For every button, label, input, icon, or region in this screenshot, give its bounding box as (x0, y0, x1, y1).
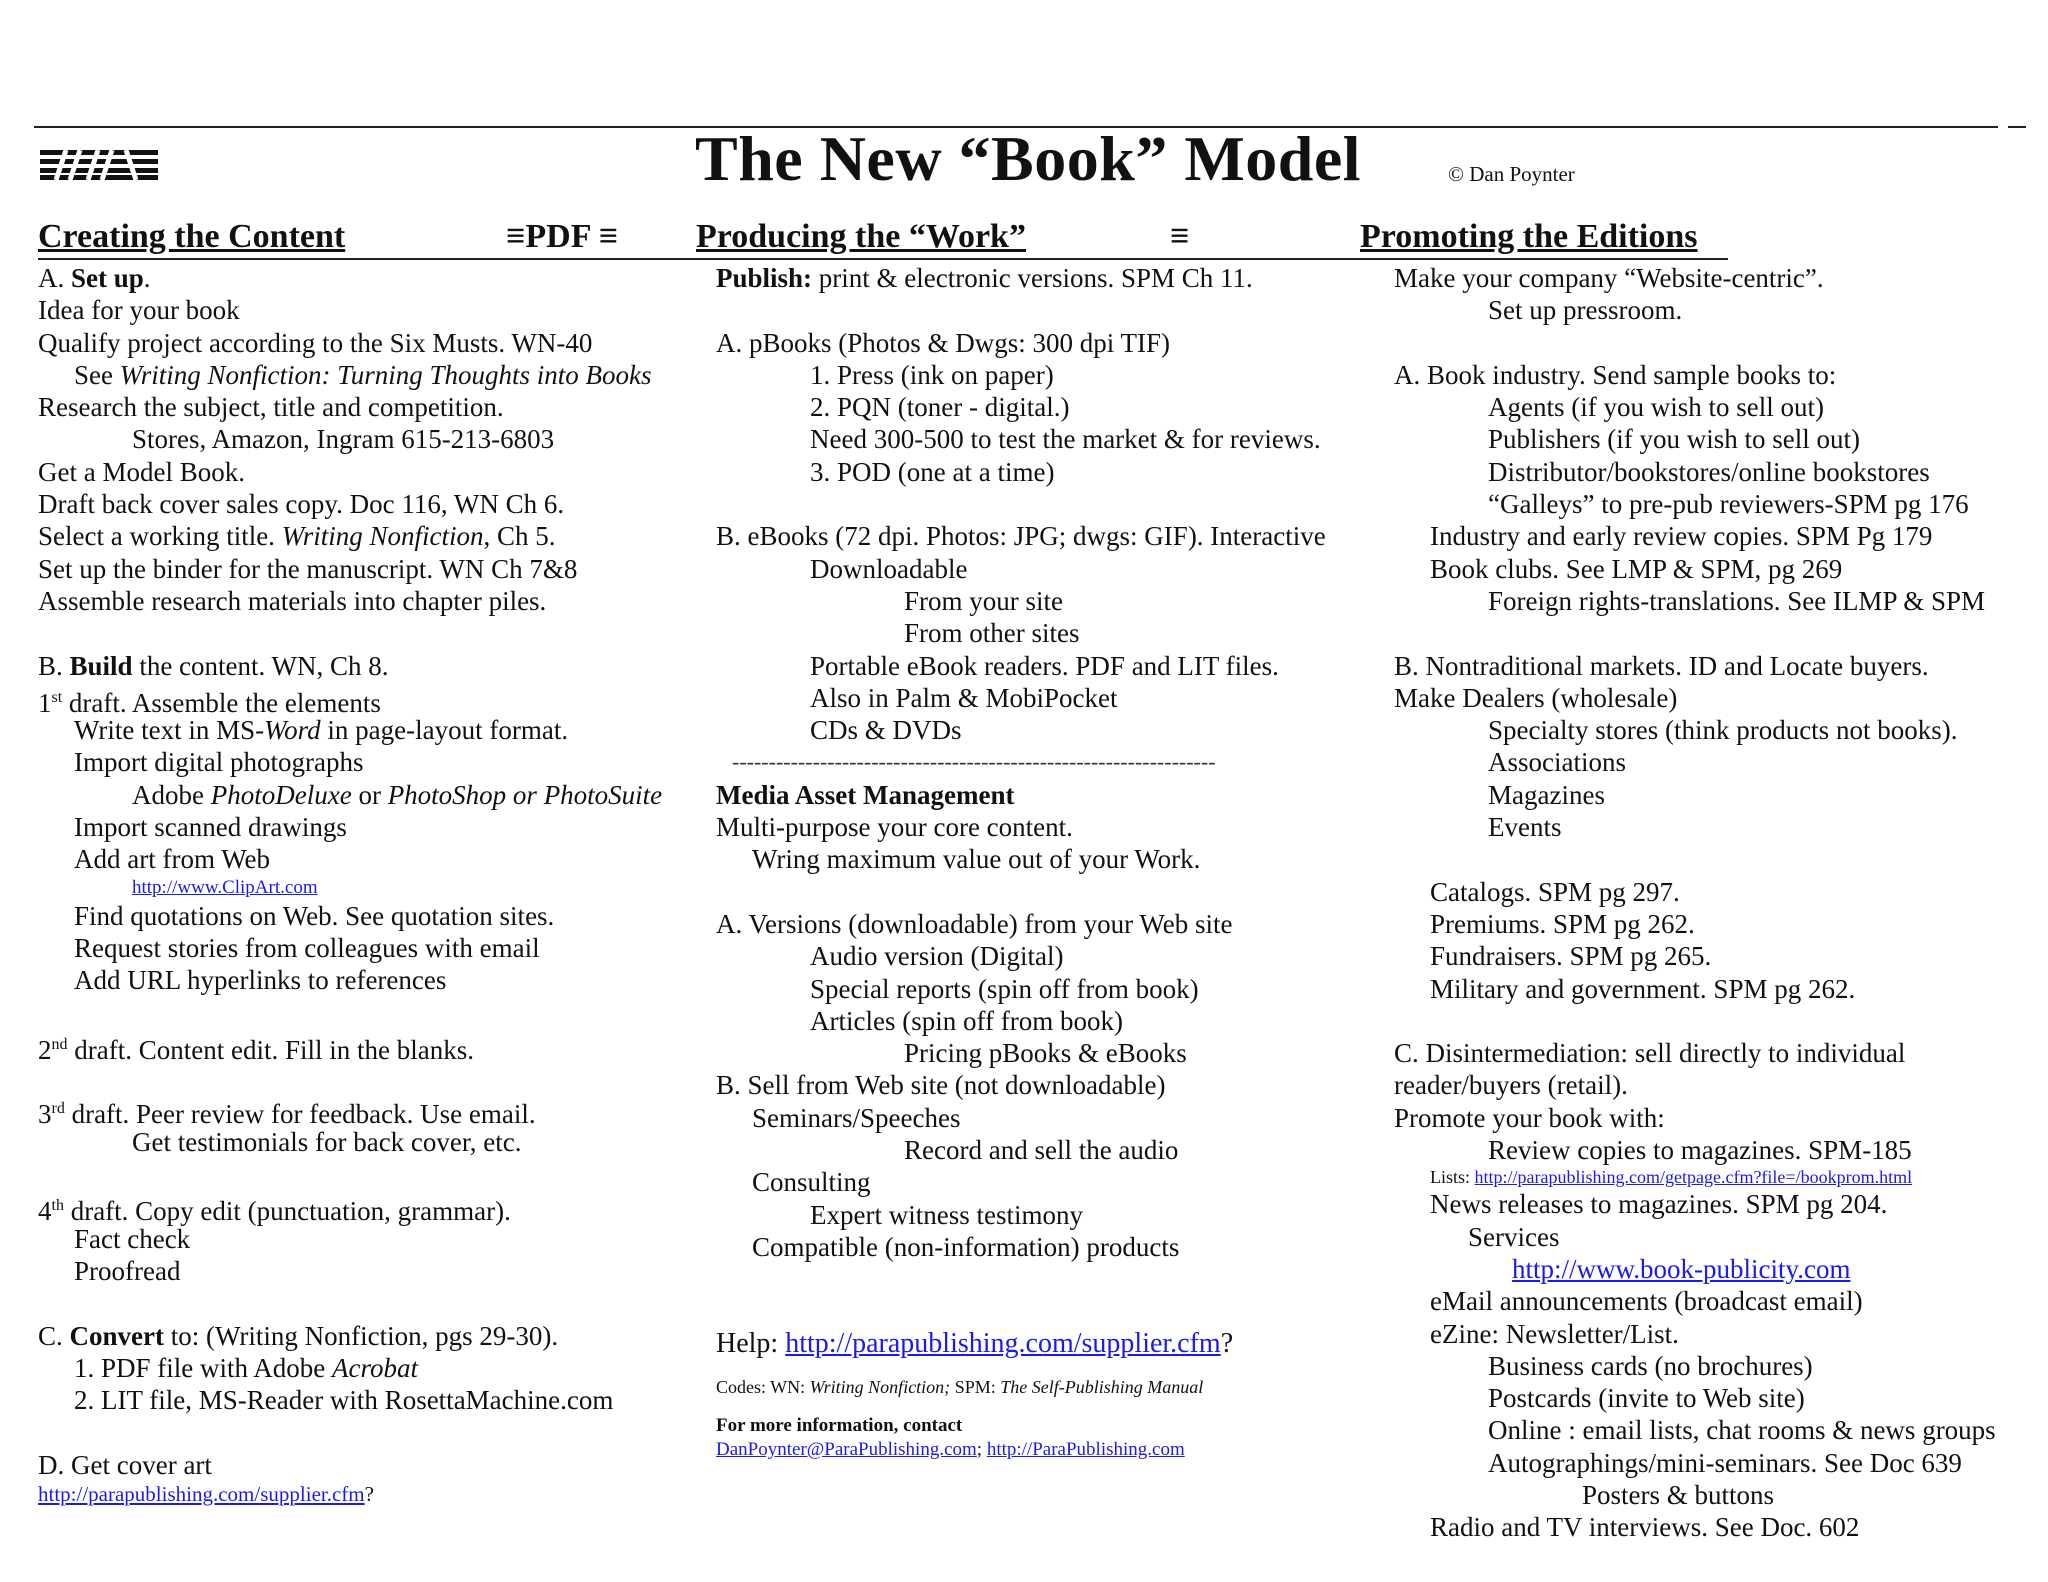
help-supplier-link[interactable]: http://parapublishing.com/supplier.cfm (785, 1327, 1221, 1359)
list-item: From other sites (904, 618, 1080, 649)
list-item: Services (1468, 1221, 1560, 1252)
list-item: Military and government. SPM pg 262. (1430, 973, 1856, 1004)
list-item: “Galleys” to pre-pub reviewers-SPM pg 176 (1488, 489, 1969, 520)
page-title: The New “Book” Model (695, 123, 1361, 194)
list-item: Request stories from colleagues with email (74, 932, 540, 963)
codes-note: Codes: WN: Writing Nonfiction; SPM: The Self-Publishing Manual (716, 1377, 1204, 1398)
list-item: Specialty stores (think products not books). (1488, 715, 1958, 746)
column-headings (38, 218, 1728, 260)
list-item: Industry and early review copies. SPM Pg 179 (1430, 521, 1933, 552)
list-item: C. Convert to: (Writing Nonfiction, pgs 29-30). (38, 1320, 559, 1351)
list-item: Adobe PhotoDeluxe or PhotoShop or PhotoSuite (132, 779, 663, 810)
list-item: 2. PQN (toner - digital.) (810, 392, 1070, 423)
list-item: Compatible (non-information) products (752, 1231, 1180, 1262)
list-item: Make Dealers (wholesale) (1394, 682, 1678, 713)
list-item: A. Versions (downloadable) from your Web site (716, 908, 1233, 939)
list-item: B. Build the content. WN, Ch 8. (38, 650, 389, 681)
list-item: Postcards (invite to Web site) (1488, 1383, 1805, 1414)
list-item: Get a Model Book. (38, 456, 245, 487)
list-item: D. Get cover art (38, 1449, 212, 1480)
column-creating-content: A. Set up. Idea for your book Qualify project according to the Six Musts. WN-40 See Writing Nonfiction: Turning Thoughts into Books Research the subject, title and competition. Stores, Amazon, Ingram 615-213-6803 Get a Model Book. Draft back cover sales copy. Doc 116, WN Ch 6. Select a working title. Writing Nonfiction, Ch 5. Set up the binder for the manuscript. WN Ch 7&8 Assemble research materials into chapter piles. B. Build the content. WN, Ch 8. 1st draft. Assemble the elements Write text in MS-Word in page-layout format. Import digital photographs Adobe PhotoDeluxe or PhotoShop or PhotoSuite Import scanned drawings Add art from Web http://www.ClipArt.com Find quotations on Web. See quotation sites. Request stories from colleagues with email Add URL hyperlinks to references 2nd draft. Content edit. Fill in the blanks. 3rd draft. Peer review for feedback. Use email. Get testimonials for back cover, etc. 4th draft. Copy edit (punctuation, grammar). Fact check Proofread C. Convert to: (Writing Nonfiction, pgs 29-30). 1. PDF file with Adobe Acrobat 2. LIT file, MS-Reader with RosettaMachine.com D. Get cover art http://parapublishing.com/supplier.cfm? (38, 262, 678, 1507)
list-item: B. Nontraditional markets. ID and Locate buyers. (1394, 650, 1929, 681)
list-item: C. Disintermediation: sell directly to individual (1394, 1038, 1906, 1069)
list-item: Foreign rights-translations. See ILMP & SPM (1488, 585, 1985, 616)
heading-producing-work: Producing the “Work” (696, 218, 1026, 255)
list-item: Proofread (74, 1255, 181, 1286)
clipart-link[interactable]: http://www.ClipArt.com (132, 876, 318, 898)
list-item: News releases to magazines. SPM pg 204. (1430, 1189, 1888, 1220)
list-item: A. Set up. (38, 263, 151, 293)
list-item: Fact check (74, 1223, 191, 1254)
list-item: Catalogs. SPM pg 297. (1430, 876, 1680, 907)
list-item: Get testimonials for back cover, etc. (132, 1126, 522, 1157)
list-item: Set up pressroom. (1488, 295, 1683, 326)
heading-promoting-editions: Promoting the Editions (1360, 218, 1698, 255)
list-item: Write text in MS-Word in page-layout format. (74, 715, 569, 746)
contact-links: DanPoynter@ParaPublishing.com; http://ParaPublishing.com (716, 1439, 1185, 1461)
list-item: B. Sell from Web site (not downloadable) (716, 1070, 1166, 1101)
list-item: Promote your book with: (1394, 1102, 1665, 1133)
list-item: Pricing pBooks & eBooks (904, 1038, 1187, 1069)
list-item: Review copies to magazines. SPM-185 (1488, 1135, 1912, 1166)
list-item: Seminars/Speeches (752, 1102, 961, 1133)
book-publicity-link[interactable]: http://www.book-publicity.com (1512, 1253, 1851, 1284)
list-item: Book clubs. See LMP & SPM, pg 269 (1430, 553, 1843, 584)
list-item: CDs & DVDs (810, 715, 962, 746)
list-item: 1st draft. Assemble the elements (38, 687, 381, 718)
list-item: Make your company “Website-centric”. (1394, 263, 1824, 293)
heading-separator: ≡ (1170, 218, 1190, 255)
list-item: Special reports (spin off from book) (810, 973, 1199, 1004)
list-item: Draft back cover sales copy. Doc 116, WN Ch 6. (38, 489, 565, 520)
list-item: Radio and TV interviews. See Doc. 602 (1430, 1512, 1860, 1543)
list-item: 2nd draft. Content edit. Fill in the blanks. (38, 1034, 474, 1065)
list-item: Magazines (1488, 779, 1605, 810)
list-item: eMail announcements (broadcast email) (1430, 1286, 1863, 1317)
list-item: Find quotations on Web. See quotation sites. (74, 900, 555, 931)
list-item: Premiums. SPM pg 262. (1430, 908, 1695, 939)
list-item: Multi-purpose your core content. (716, 812, 1073, 843)
copyright-notice: © Dan Poynter (1448, 162, 1575, 186)
list-item: Articles (spin off from book) (810, 1005, 1123, 1036)
list-item: A. pBooks (Photos & Dwgs: 300 dpi TIF) (716, 327, 1171, 358)
column-producing-work (716, 262, 1356, 1462)
list-item: Downloadable (810, 553, 968, 584)
dashed-divider: ------------------------------------------------------------------ (732, 749, 1216, 775)
list-item: Publishers (if you wish to sell out) (1488, 424, 1860, 455)
website-link[interactable]: http://ParaPublishing.com (986, 1439, 1185, 1461)
list-item: Record and sell the audio (904, 1135, 1179, 1166)
list-item: Set up the binder for the manuscript. WN Ch 7&8 (38, 553, 578, 584)
list-item: 1. PDF file with Adobe Acrobat (74, 1352, 418, 1383)
help-line: Help: http://parapublishing.com/supplier.cfm? (716, 1327, 1234, 1359)
list-item: Agents (if you wish to sell out) (1488, 392, 1824, 423)
supplier-link[interactable]: http://parapublishing.com/supplier.cfm (38, 1481, 365, 1506)
list-item: Fundraisers. SPM pg 265. (1430, 941, 1712, 972)
list-item: 1. Press (ink on paper) (810, 359, 1054, 390)
list-item: Business cards (no brochures) (1488, 1350, 1813, 1381)
column-promoting-editions (1394, 262, 2014, 1544)
list-item: Consulting (752, 1167, 871, 1198)
top-rule-tick (2008, 126, 2026, 128)
list-item: 3. POD (one at a time) (810, 456, 1055, 487)
list-item: Wring maximum value out of your Work. (752, 844, 1201, 875)
list-item: Publish: print & electronic versions. SPM Ch 11. (716, 263, 1253, 293)
list-item: Stores, Amazon, Ingram 615-213-6803 (132, 424, 555, 455)
list-item: See Writing Nonfiction: Turning Thoughts into Books (74, 359, 652, 390)
list-item: Need 300-500 to test the market & for reviews. (810, 424, 1321, 455)
list-item: 4th draft. Copy edit (punctuation, grammar). (38, 1196, 511, 1227)
list-item: Research the subject, title and competition. (38, 392, 504, 423)
list-item: 2. LIT file, MS-Reader with RosettaMachine.com (74, 1385, 614, 1416)
list-item: eZine: Newsletter/List. (1430, 1318, 1679, 1349)
section-heading: Media Asset Management (716, 779, 1015, 810)
list-item: Import digital photographs (74, 747, 364, 778)
bookprom-link[interactable]: http://parapublishing.com/getpage.cfm?file=/bookprom.html (1474, 1167, 1913, 1188)
list-item: 3rd draft. Peer review for feedback. Use email. (38, 1099, 536, 1130)
heading-creating-content: Creating the Content (38, 218, 346, 255)
contact-heading: For more information, contact (716, 1415, 963, 1437)
list-item: B. eBooks (72 dpi. Photos: JPG; dwgs: GIF). Interactive (716, 521, 1326, 552)
list-item: Associations (1488, 747, 1626, 778)
list-item: Online : email lists, chat rooms & news groups (1488, 1415, 1996, 1446)
list-item: A. Book industry. Send sample books to: (1394, 359, 1837, 390)
list-item: Autographings/mini-seminars. See Doc 639 (1488, 1447, 1962, 1478)
list-item: Also in Palm & MobiPocket (810, 682, 1118, 713)
list-item: Events (1488, 812, 1562, 843)
list-item: Add art from Web (74, 844, 271, 875)
list-item: Posters & buttons (1582, 1479, 1775, 1510)
list-item: Import scanned drawings (74, 812, 347, 843)
list-item: Expert witness testimony (810, 1199, 1083, 1230)
list-item: Assemble research materials into chapter piles. (38, 585, 547, 616)
list-item: Distributor/bookstores/online bookstores (1488, 456, 1930, 487)
list-item: Lists: http://parapublishing.com/getpage.cfm?file=/bookprom.html (1430, 1167, 1913, 1188)
list-item: reader/buyers (retail). (1394, 1070, 1628, 1101)
heading-separator-pdf: ≡PDF ≡ (506, 218, 619, 255)
email-link[interactable]: DanPoynter@ParaPublishing.com (716, 1439, 977, 1461)
list-item: Idea for your book (38, 295, 240, 326)
list-item: Qualify project according to the Six Musts. WN-40 (38, 327, 593, 358)
list-item: Audio version (Digital) (810, 941, 1064, 972)
list-item: From your site (904, 585, 1063, 616)
list-item: Portable eBook readers. PDF and LIT files. (810, 650, 1279, 681)
list-item: Select a working title. Writing Nonfiction, Ch 5. (38, 521, 556, 552)
publisher-logo-icon (40, 150, 158, 180)
list-item: Add URL hyperlinks to references (74, 965, 447, 996)
